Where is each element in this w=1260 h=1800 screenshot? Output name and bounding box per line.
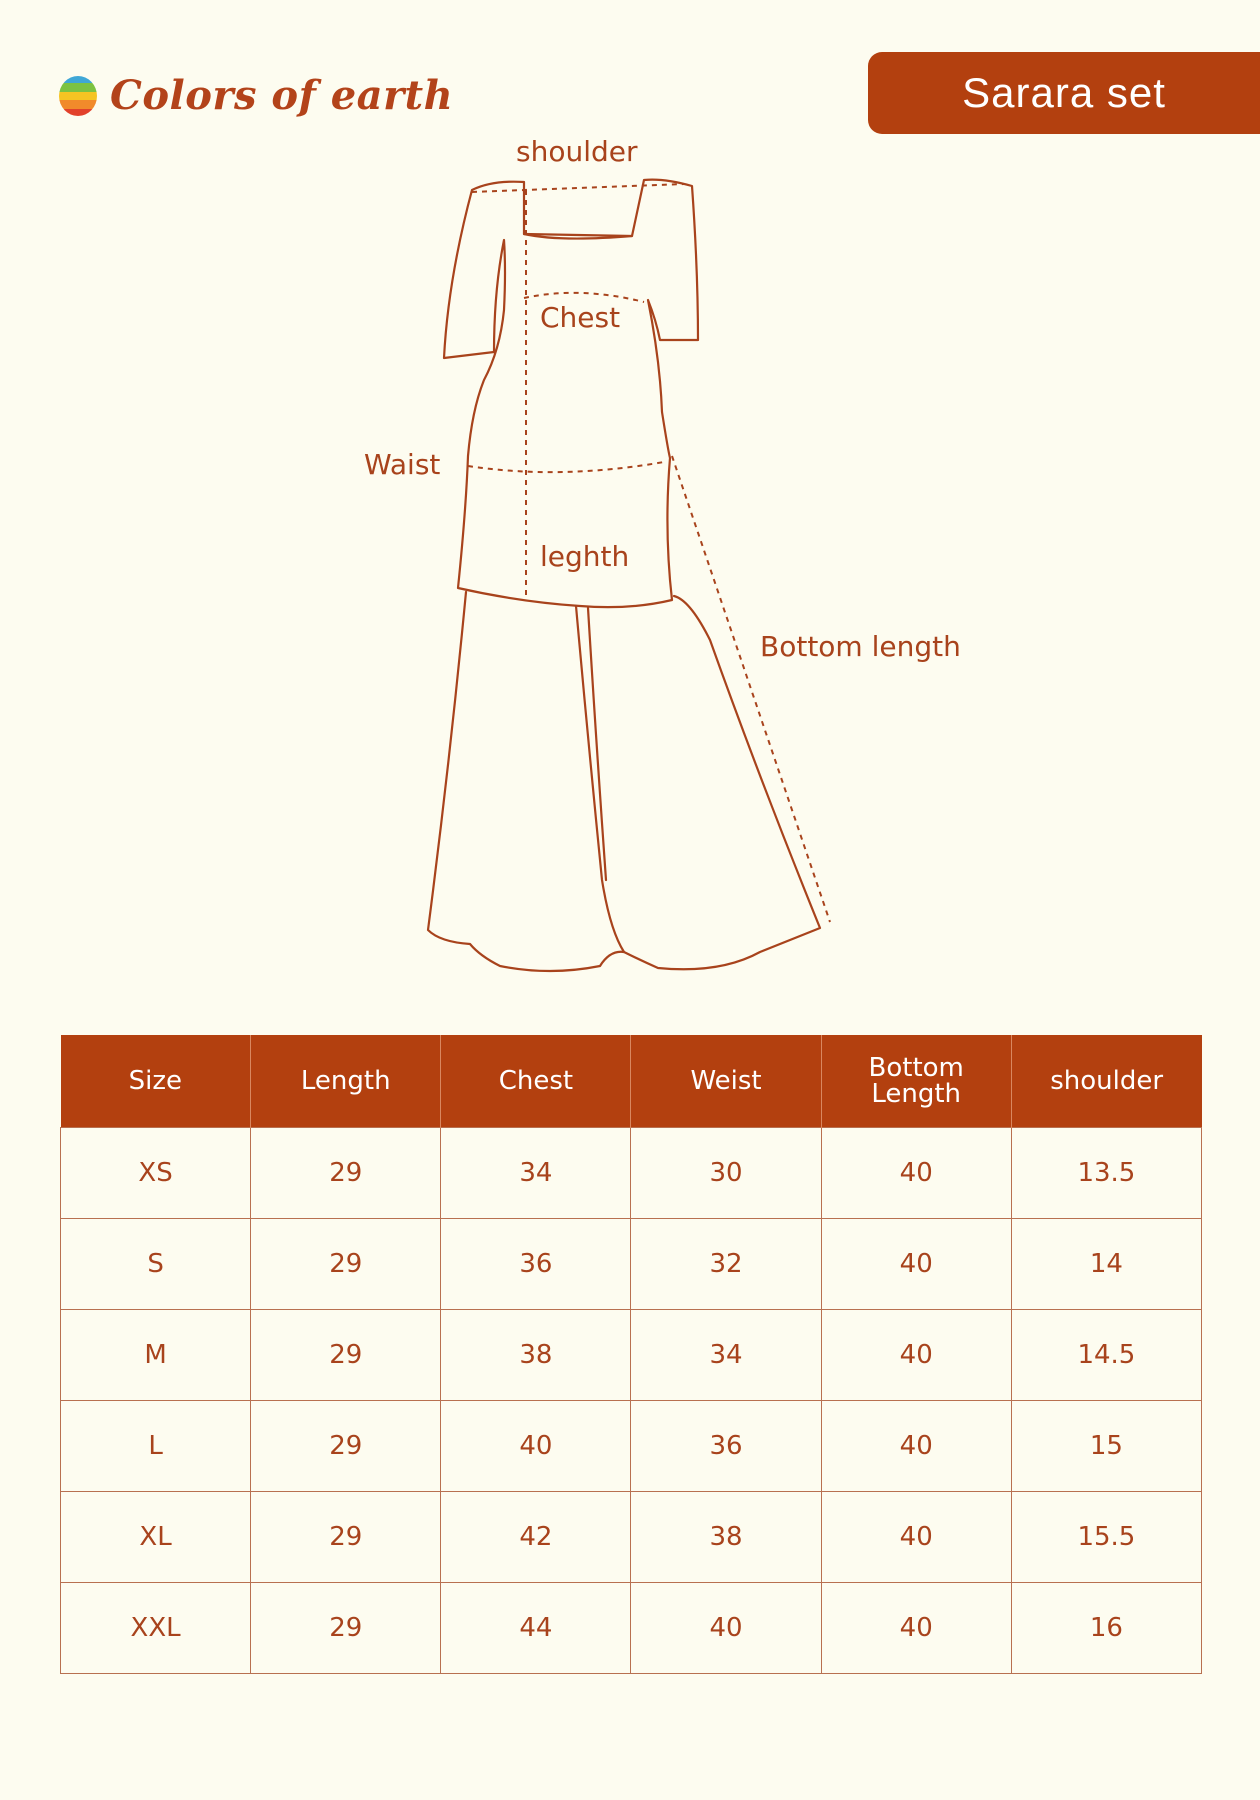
- header-shoulder: shoulder: [1011, 1035, 1201, 1128]
- table-row: [61, 1583, 1202, 1674]
- cell-waist: 40: [631, 1583, 821, 1674]
- cell-shoulder: 15: [1011, 1401, 1201, 1492]
- length-label: leghth: [540, 540, 630, 573]
- cell-length: 29: [251, 1128, 441, 1219]
- table-row: [61, 1310, 1202, 1401]
- cell-bottom-length: 40: [821, 1401, 1011, 1492]
- cell-length: 29: [251, 1310, 441, 1401]
- cell-waist: 38: [631, 1492, 821, 1583]
- brand-name: Colors of earth: [110, 72, 454, 119]
- cell-length: 29: [251, 1583, 441, 1674]
- waist-measure-line: [468, 462, 664, 472]
- cell-chest: 44: [441, 1583, 631, 1674]
- cell-size: XL: [61, 1492, 251, 1583]
- cell-bottom-length: 40: [821, 1492, 1011, 1583]
- cell-shoulder: 16: [1011, 1583, 1201, 1674]
- cell-shoulder: 15.5: [1011, 1492, 1201, 1583]
- bottom-length-label: Bottom length: [760, 630, 961, 663]
- cell-bottom-length: 40: [821, 1310, 1011, 1401]
- cell-shoulder: 13.5: [1011, 1128, 1201, 1219]
- cell-length: 29: [251, 1492, 441, 1583]
- cell-chest: 38: [441, 1310, 631, 1401]
- cell-chest: 34: [441, 1128, 631, 1219]
- cell-length: 29: [251, 1219, 441, 1310]
- cell-size: S: [61, 1219, 251, 1310]
- header-bottom-length: Bottom Length: [821, 1035, 1011, 1128]
- size-chart-table: [60, 1035, 1202, 1674]
- cell-chest: 36: [441, 1219, 631, 1310]
- page-title-text: Sarara set: [962, 69, 1166, 116]
- cell-size: M: [61, 1310, 251, 1401]
- chest-label: Chest: [540, 301, 621, 334]
- bottom-length-measure-line: [672, 456, 830, 922]
- table-row: [61, 1219, 1202, 1310]
- table-header-row: [61, 1035, 1202, 1128]
- cell-bottom-length: 40: [821, 1128, 1011, 1219]
- cell-waist: 36: [631, 1401, 821, 1492]
- header-length: Length: [251, 1035, 441, 1128]
- waist-label: Waist: [364, 448, 441, 481]
- cell-size: L: [61, 1401, 251, 1492]
- shoulder-label: shoulder: [516, 135, 638, 168]
- cell-shoulder: 14: [1011, 1219, 1201, 1310]
- cell-size: XS: [61, 1128, 251, 1219]
- table-row: [61, 1492, 1202, 1583]
- cell-bottom-length: 40: [821, 1219, 1011, 1310]
- header-waist: Weist: [631, 1035, 821, 1128]
- header-chest: Chest: [441, 1035, 631, 1128]
- cell-waist: 34: [631, 1310, 821, 1401]
- shoulder-measure-line: [472, 184, 684, 192]
- cell-waist: 30: [631, 1128, 821, 1219]
- header-size: Size: [61, 1035, 251, 1128]
- cell-chest: 40: [441, 1401, 631, 1492]
- cell-waist: 32: [631, 1219, 821, 1310]
- cell-size: XXL: [61, 1583, 251, 1674]
- cell-chest: 42: [441, 1492, 631, 1583]
- table-row: [61, 1401, 1202, 1492]
- cell-shoulder: 14.5: [1011, 1310, 1201, 1401]
- cell-bottom-length: 40: [821, 1583, 1011, 1674]
- table-row: [61, 1128, 1202, 1219]
- cell-length: 29: [251, 1401, 441, 1492]
